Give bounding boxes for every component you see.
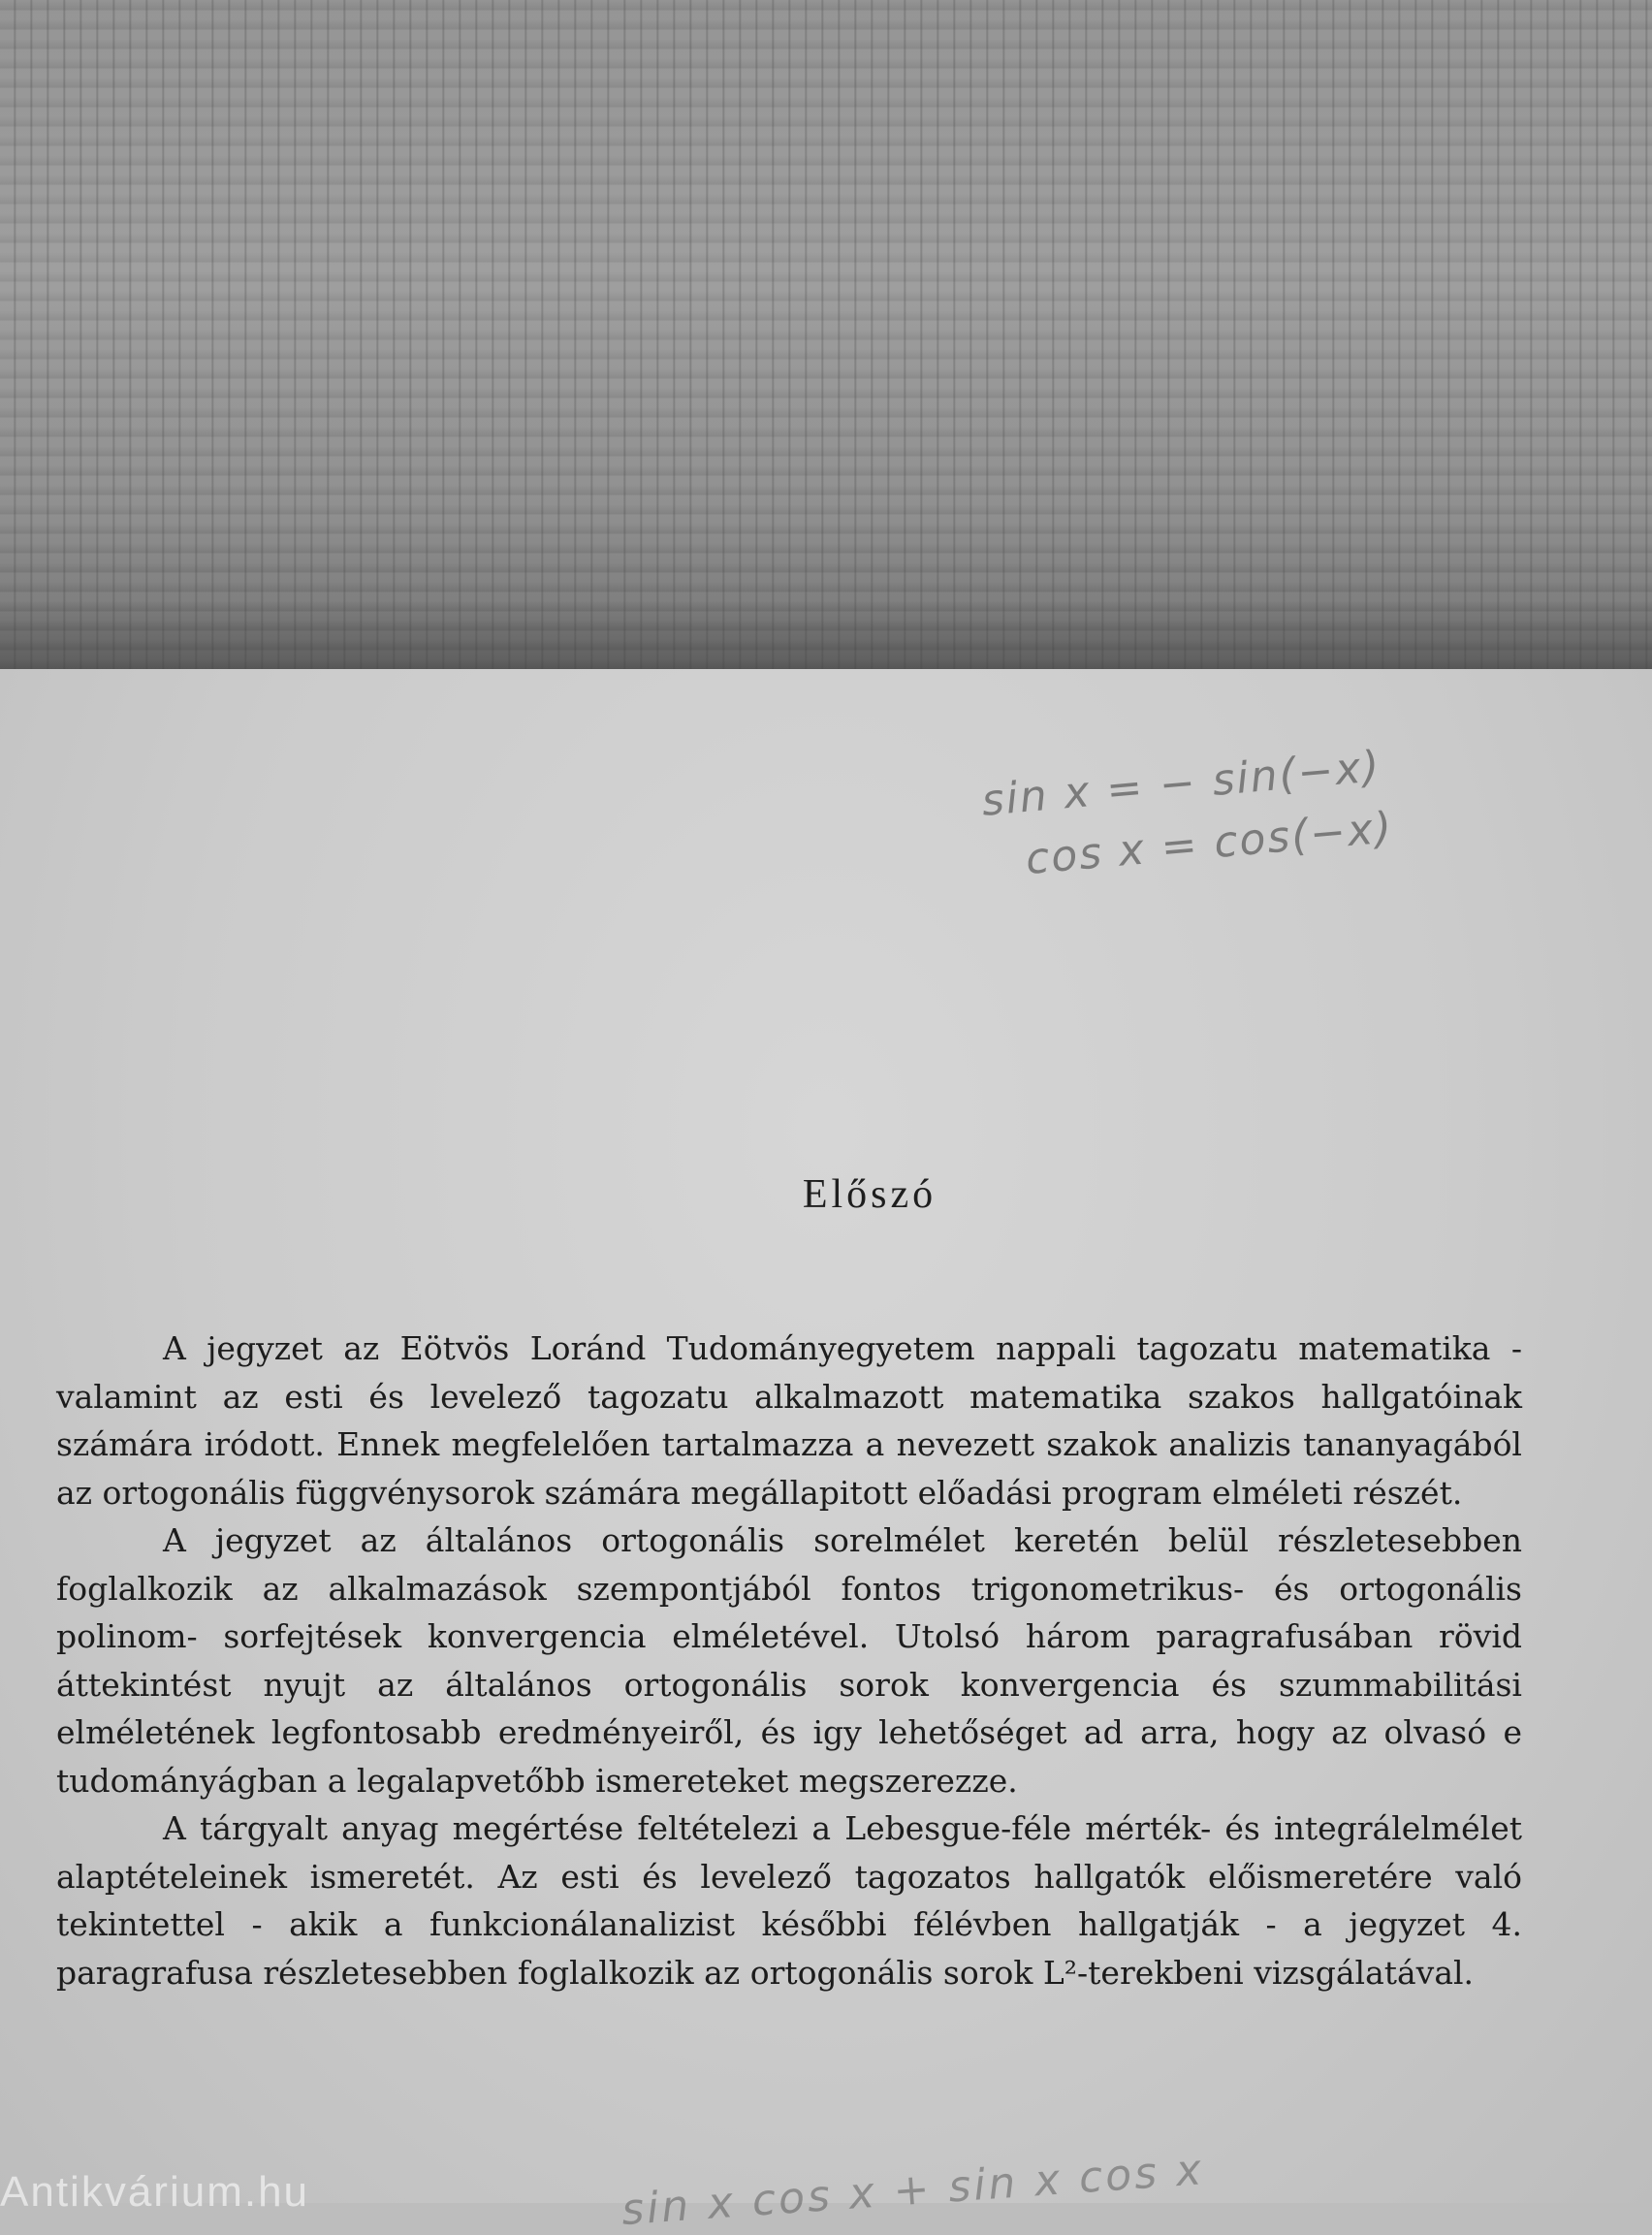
body-text	[56, 1325, 1522, 1996]
bottom-pencil-annotation: sin x cos x + sin x cos x	[620, 2145, 1206, 2235]
paragraph-3: A tárgyalt anyag megértése feltételezi a Lebesgue-féle mérték- és integrálelmélet alaptételeinek ismeretét. Az esti és levelező tagozatos hallgatók előismeretére való tekintettel - akik a funkcionálanalizist későbbi félévben hallgatják - a jegyzet 4. paragrafusa részletesebben foglalkozik az ortogonális sorok L²-terekbeni vizsgálatával.	[56, 1809, 1522, 1992]
paragraph-1: A jegyzet az Eötvös Loránd Tudományegyetem nappali tagozatu matematika - valamint az esti és levelező tagozatu alkalmazott matematika szakos hallgatóinak számára iródott. Ennek megfelelően tartalmazza a nevezett szakok analizis tananyagából az ortogonális függvénysorok számára megállapitott előadási program elméleti részét.	[56, 1329, 1522, 1512]
background-surface	[0, 0, 1652, 679]
paragraph-2: A jegyzet az általános ortogonális sorelmélet keretén belül részletesebben foglalkozik az alkalmazások szempontjából fontos trigonometrikus- és ortogonális polinom- sorfejtések konvergencia elméletével. Utolsó három paragrafusában rövid áttekintést nyujt az általános ortogonális sorok konvergencia és szummabilitási elméletének legfontosabb eredményeiről, és igy lehetőséget ad arra, hogy az olvasó e tudományágban a legalapvetőbb ismereteket megszerezze.	[56, 1521, 1522, 1800]
page-heading: Előszó	[802, 1172, 937, 1217]
watermark: Antikvárium.hu	[0, 2168, 310, 2216]
pencil-annotation-line-1: sin x = − sin(−x)	[979, 741, 1383, 826]
surface-shadow	[0, 601, 1652, 679]
pencil-annotation-line-2: cos x = cos(−x)	[1023, 803, 1396, 885]
